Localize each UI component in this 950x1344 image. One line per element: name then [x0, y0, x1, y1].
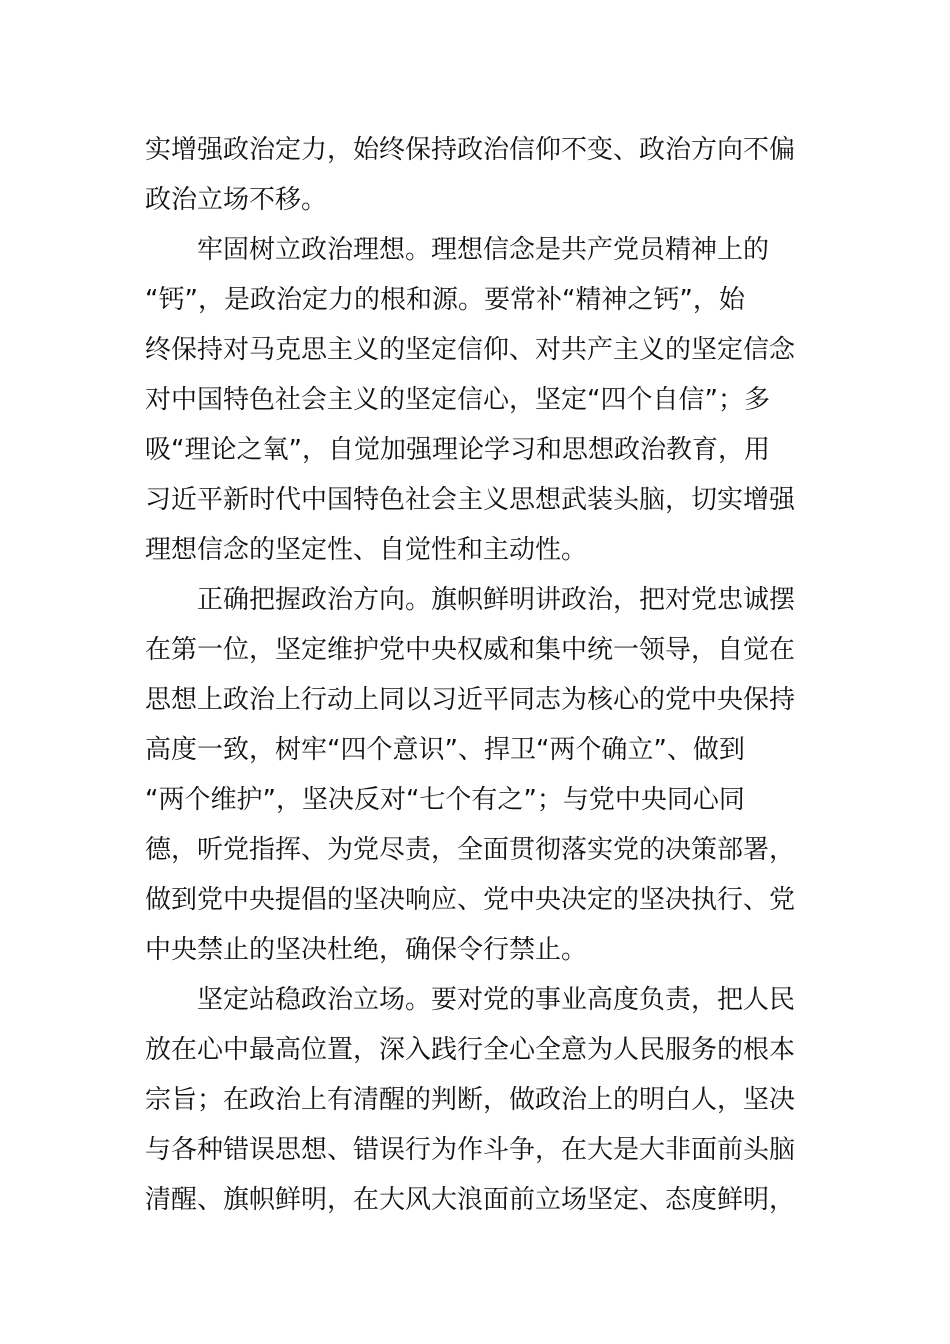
text-line: 与各种错误思想、错误行为作斗争，在大是大非面前头脑: [145, 1135, 796, 1165]
text-line: 政治立场不移。: [145, 185, 328, 215]
text-line: 放在心中最高位置，深入践行全心全意为人民服务的根本: [145, 1035, 796, 1065]
text-line: 清醒、旗帜鲜明，在大风大浪面前立场坚定、态度鲜明，: [145, 1185, 796, 1215]
text-line: 做到党中央提倡的坚决响应、党中央决定的坚决执行、党: [145, 885, 796, 915]
text-line: 宗旨；在政治上有清醒的判断，做政治上的明白人，坚决: [145, 1085, 796, 1115]
text-line: “钙”，是政治定力的根和源。要常补“精神之钙”，始: [145, 285, 745, 315]
document-body: [145, 125, 810, 1225]
text-line: 思想上政治上行动上同以习近平同志为核心的党中央保持: [145, 685, 796, 715]
text-line: 高度一致，树牢“四个意识”、捍卫“两个确立”、做到: [145, 735, 745, 765]
text-line: 中央禁止的坚决杜绝，确保令行禁止。: [145, 935, 588, 965]
paragraph-start-line: 坚定站稳政治立场。要对党的事业高度负责，把人民: [197, 985, 796, 1015]
paragraph-start-line: 正确把握政治方向。旗帜鲜明讲政治，把对党忠诚摆: [197, 585, 796, 615]
text-line: 终保持对马克思主义的坚定信仰、对共产主义的坚定信念: [145, 335, 796, 365]
text-line: 吸“理论之氧”，自觉加强理论学习和思想政治教育，用: [145, 435, 770, 465]
text-line: 实增强政治定力，始终保持政治信仰不变、政治方向不偏: [145, 135, 796, 165]
text-line: 理想信念的坚定性、自觉性和主动性。: [145, 535, 588, 565]
text-line: 德，听党指挥、为党尽责，全面贯彻落实党的决策部署，: [145, 835, 796, 865]
text-line: “两个维护”，坚决反对“七个有之”；与党中央同心同: [145, 785, 745, 815]
text-line: 习近平新时代中国特色社会主义思想武装头脑，切实增强: [145, 485, 796, 515]
paragraph-start-line: 牢固树立政治理想。理想信念是共产党员精神上的: [197, 235, 770, 265]
text-line: 对中国特色社会主义的坚定信心，坚定“四个自信”；多: [145, 385, 770, 415]
text-line: 在第一位，坚定维护党中央权威和集中统一领导，自觉在: [145, 635, 796, 665]
